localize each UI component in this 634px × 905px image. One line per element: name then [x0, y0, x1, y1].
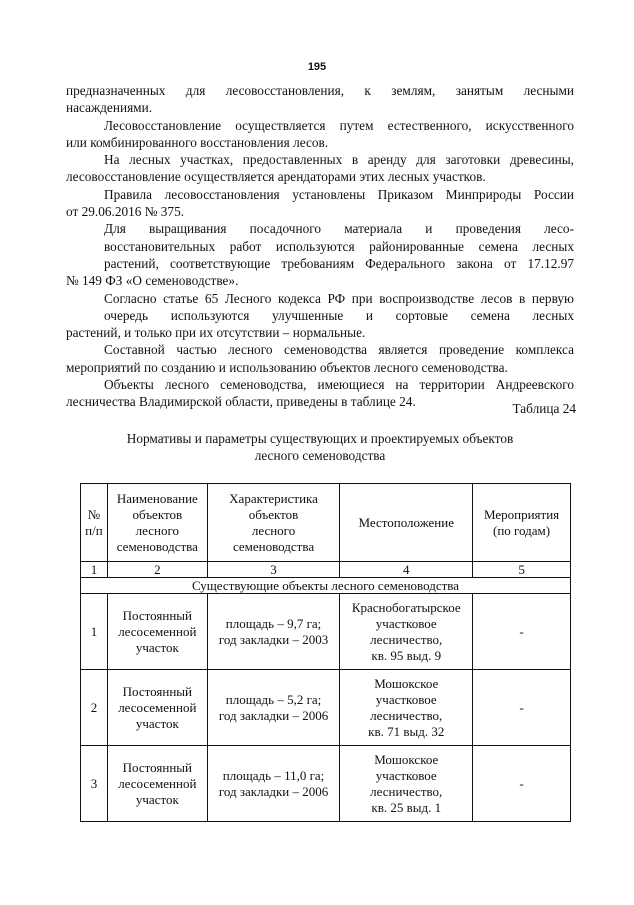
object-location: Мошокское участковое лесничество, кв. 71 выд. 32 [340, 670, 473, 746]
text-line: лесничества Владимирской области, приведены в таблице 24. [66, 394, 416, 410]
object-activities: - [473, 594, 571, 670]
header-characteristics: Характеристика объектов лесного семеноводства [207, 484, 340, 562]
text-line: предназначенных для лесовосстановления, к землям, занятым лесными [66, 83, 574, 98]
body-text [66, 82, 574, 411]
text-line: Составной частью лесного семеноводства является проведение комплекса [104, 342, 574, 358]
text-line: Объекты лесного семеноводства, имеющиеся на территории Андреевского [104, 377, 574, 393]
column-number: 3 [207, 562, 340, 578]
text-line: восстановительных работ используются районированные семена лесных [104, 238, 574, 254]
section-row [81, 578, 571, 594]
table-caption: Таблица 24 [512, 401, 576, 416]
text-line: насаждениями. [66, 100, 153, 116]
column-number: 4 [340, 562, 473, 578]
text-line: растений, и только при их отсутствии – нормальные. [66, 325, 366, 341]
column-number: 1 [81, 562, 108, 578]
table-row [81, 746, 571, 822]
row-number: 3 [81, 746, 108, 822]
section-title: Существующие объекты лесного семеноводства [81, 578, 571, 594]
text-line: или комбинированного восстановления лесов. [66, 134, 329, 150]
table-row [81, 594, 571, 670]
text-line: мероприятий по созданию и использованию объектов лесного семеноводства. [66, 359, 508, 375]
text-line: Лесовосстановление осуществляется путем естественного, искусственного [104, 117, 574, 133]
column-number: 5 [473, 562, 571, 578]
seed-objects-table [80, 483, 571, 822]
table-title [66, 430, 574, 464]
object-activities: - [473, 746, 571, 822]
paragraph [66, 117, 574, 152]
paragraph [66, 376, 574, 411]
text-line: Правила лесовосстановления установлены Приказом Минприроды России [104, 186, 574, 202]
text-line: На лесных участках, предоставленных в аренду для заготовки древесины, [104, 152, 574, 168]
table-row [81, 670, 571, 746]
paragraph [66, 220, 574, 289]
text-line: Для выращивания посадочного материала и проведения лесо- [104, 221, 574, 237]
header-name: Наименование объектов лесного семеноводства [107, 484, 207, 562]
object-characteristics: площадь – 9,7 га; год закладки – 2003 [207, 594, 340, 670]
table-title-line: Нормативы и параметры существующих и проектируемых объектов [126, 431, 514, 446]
text-line: лесовосстановление осуществляется арендаторами этих лесных участков. [66, 169, 486, 185]
object-activities: - [473, 670, 571, 746]
text-line: № 149 ФЗ «О семеноводстве». [66, 273, 239, 289]
object-location: Краснобогатырское участковое лесничество, кв. 95 выд. 9 [340, 594, 473, 670]
table-header-row [81, 484, 571, 562]
row-number: 2 [81, 670, 108, 746]
table-title-line: лесного семеноводства [254, 448, 386, 463]
object-characteristics: площадь – 5,2 га; год закладки – 2006 [207, 670, 340, 746]
object-name: Постоянный лесосеменной участок [107, 594, 207, 670]
text-line: растений, соответствующие требованиям Федерального закона от 17.12.97 [104, 255, 574, 271]
column-number: 2 [107, 562, 207, 578]
text-line: Согласно статье 65 Лесного кодекса РФ при воспроизводстве лесов в первую [104, 290, 574, 306]
header-location: Местоположение [340, 484, 473, 562]
header-activities: Мероприятия (по годам) [473, 484, 571, 562]
paragraph [66, 341, 574, 376]
column-number-row [81, 562, 571, 578]
page-number: 195 [307, 61, 327, 73]
object-name: Постоянный лесосеменной участок [107, 746, 207, 822]
object-location: Мошокское участковое лесничество, кв. 25 выд. 1 [340, 746, 473, 822]
object-name: Постоянный лесосеменной участок [107, 670, 207, 746]
paragraph [66, 290, 574, 342]
paragraph [66, 151, 574, 186]
object-characteristics: площадь – 11,0 га; год закладки – 2006 [207, 746, 340, 822]
header-num: № п/п [81, 484, 108, 562]
paragraph [66, 82, 574, 117]
text-line: от 29.06.2016 № 375. [66, 204, 185, 220]
paragraph [66, 186, 574, 221]
row-number: 1 [81, 594, 108, 670]
text-line: очередь используются улучшенные и сортовые семена лесных [104, 307, 574, 323]
